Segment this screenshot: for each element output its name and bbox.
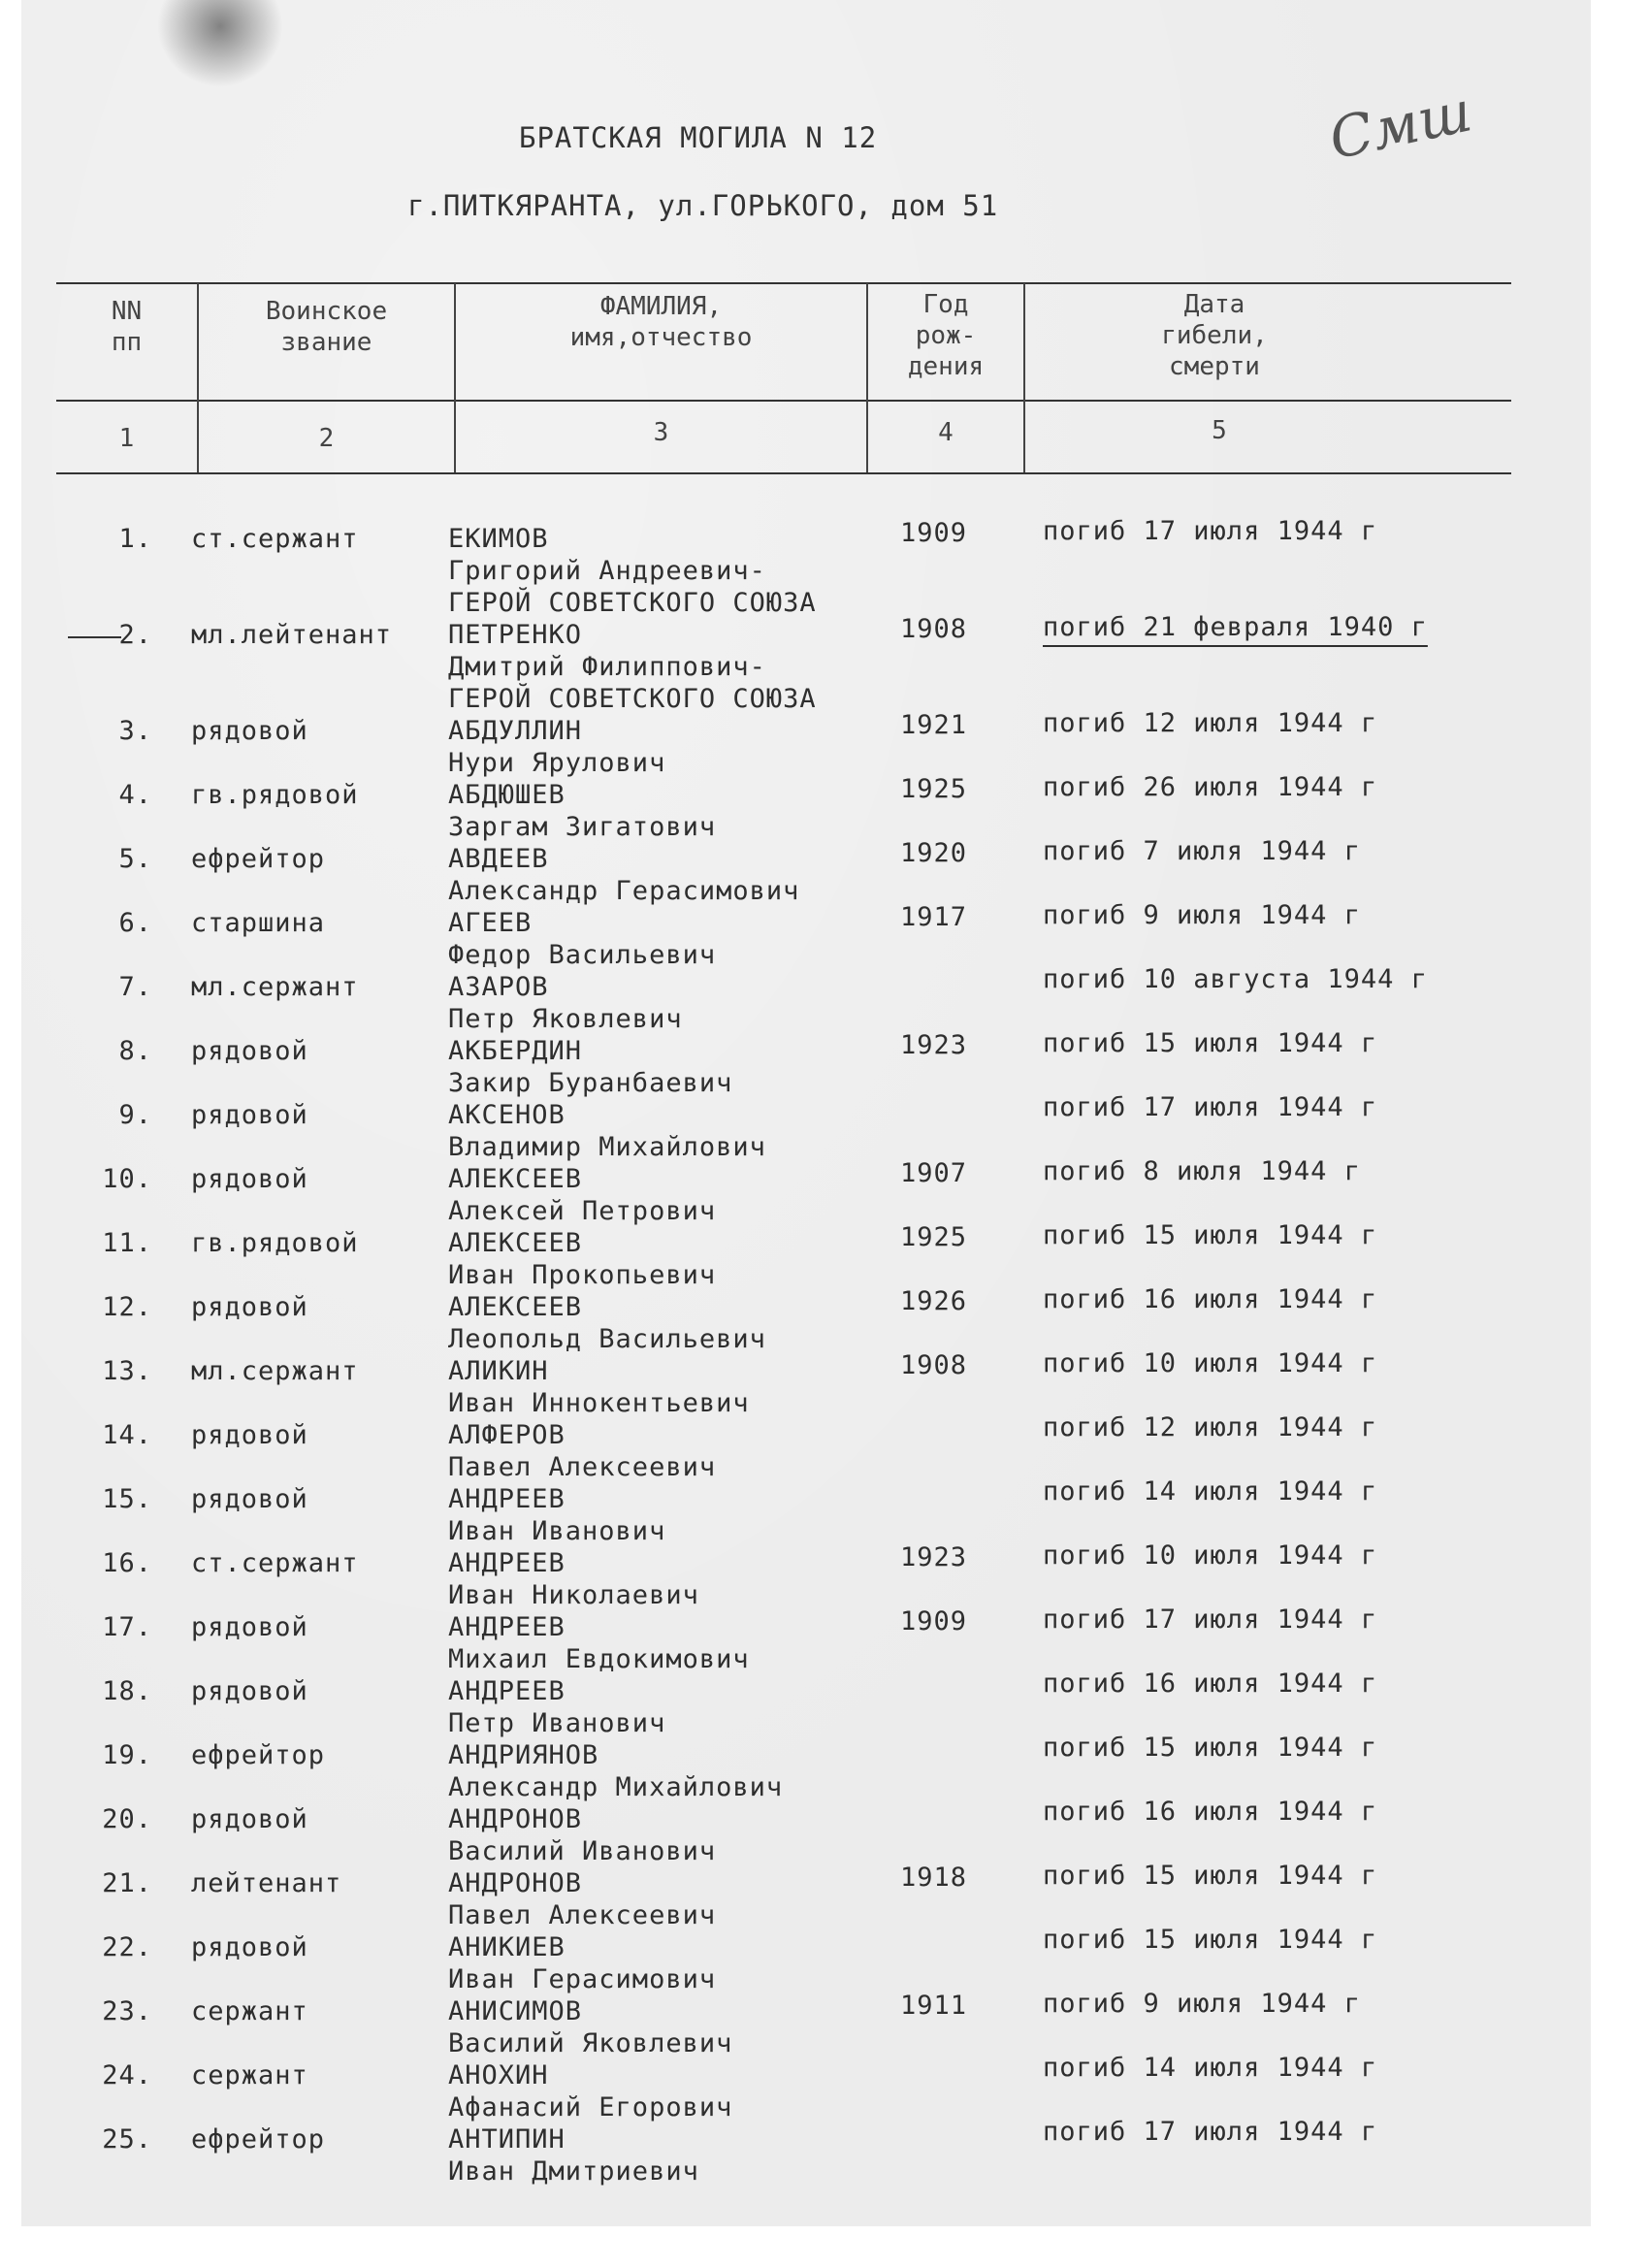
table-row	[0, 1092, 1649, 1164]
row-num: 9.	[118, 1100, 152, 1130]
row-given: Павел Алексеевич	[448, 1900, 717, 1930]
row-num: 7.	[118, 972, 152, 1002]
row-given: Иван Прокопьевич	[448, 1260, 717, 1290]
row-rank: рядовой	[191, 1676, 308, 1706]
row-num: 20.	[102, 1804, 152, 1834]
row-rank: рядовой	[191, 1100, 308, 1130]
table-row	[0, 1156, 1649, 1228]
row-surname: АКСЕНОВ	[448, 1100, 566, 1130]
row-year: 1923	[900, 1030, 968, 1060]
table-row	[0, 772, 1649, 844]
row-given: Федор Васильевич	[448, 940, 717, 970]
row-num: 19.	[102, 1740, 152, 1770]
row-death: погиб 10 июля 1944 г	[1043, 1540, 1378, 1571]
row-death: погиб 15 июля 1944 г	[1043, 1220, 1378, 1250]
column-number: 5	[1212, 416, 1227, 445]
table-row	[0, 1861, 1649, 1932]
row-death: погиб 14 июля 1944 г	[1043, 1476, 1378, 1507]
row-death: погиб 17 июля 1944 г	[1043, 1092, 1378, 1122]
row-surname: ЕКИМОВ	[448, 524, 549, 554]
row-given: Иван Герасимович	[448, 1964, 717, 1994]
header-cell-death-date: Дата гибели, смерти	[1161, 290, 1268, 381]
table-row	[0, 1348, 1649, 1420]
row-given: Василий Яковлевич	[448, 2028, 733, 2058]
row-num: 15.	[102, 1484, 152, 1514]
row-rank: рядовой	[191, 716, 308, 746]
row-rank: гв.рядовой	[191, 780, 359, 810]
table-row	[0, 1028, 1649, 1100]
row-death: погиб 17 июля 1944 г	[1043, 516, 1378, 546]
row-given: Закир Буранбаевич	[448, 1068, 733, 1098]
row-rank: ефрейтор	[191, 1740, 326, 1770]
row-surname: АЗАРОВ	[448, 972, 549, 1002]
row-surname: АНДРИЯНОВ	[448, 1740, 599, 1770]
row-rank: рядовой	[191, 1420, 308, 1450]
table-row	[0, 1476, 1649, 1548]
table-row	[0, 1925, 1649, 1996]
row-death: погиб 15 июля 1944 г	[1043, 1861, 1378, 1891]
row-given: Дмитрий Филиппович-	[448, 652, 766, 682]
header-bottom-rule	[56, 472, 1511, 474]
row-given: Павел Алексеевич	[448, 1452, 717, 1482]
row-given: Петр Иванович	[448, 1708, 666, 1738]
row-given: Нури Ярулович	[448, 748, 666, 778]
row-surname: АНОХИН	[448, 2060, 549, 2090]
row-num: 25.	[102, 2124, 152, 2155]
row-rank: ефрейтор	[191, 844, 326, 874]
row-death: погиб 15 июля 1944 г	[1043, 1733, 1378, 1763]
row-rank: ст.сержант	[191, 524, 359, 554]
row-death: погиб 21 февраля 1940 г	[1043, 612, 1428, 642]
row-surname: АЛФЕРОВ	[448, 1420, 566, 1450]
row-num: 14.	[102, 1420, 152, 1450]
table-row	[0, 1220, 1649, 1292]
row-year: 1920	[900, 838, 968, 868]
row-death: погиб 12 июля 1944 г	[1043, 1412, 1378, 1442]
row-num: 6.	[118, 908, 152, 938]
header-top-rule	[56, 282, 1511, 284]
row-year: 1907	[900, 1158, 968, 1188]
column-number: 4	[938, 418, 954, 447]
table-row	[0, 1604, 1649, 1676]
row-rank: мл.сержант	[191, 972, 359, 1002]
table-row	[0, 1989, 1649, 2060]
row-hero: ГЕРОЙ СОВЕТСКОГО СОЮЗА	[448, 684, 817, 714]
table-row	[0, 2117, 1649, 2188]
row-surname: АЛЕКСЕЕВ	[448, 1164, 583, 1194]
table-row	[0, 836, 1649, 908]
row-rank: сержант	[191, 1996, 308, 2026]
row-given: Иван Иннокентьевич	[448, 1388, 750, 1418]
row-year: 1918	[900, 1863, 968, 1893]
row-surname: АНДРЕЕВ	[448, 1612, 566, 1642]
row-death: погиб 26 июля 1944 г	[1043, 772, 1378, 802]
row-given: Алексей Петрович	[448, 1196, 717, 1226]
row-year: 1923	[900, 1542, 968, 1572]
table-row	[0, 900, 1649, 972]
row-num: 11.	[102, 1228, 152, 1258]
row-given: Григорий Андреевич-	[448, 556, 766, 586]
row-given: Иван Иванович	[448, 1516, 666, 1546]
row-death: погиб 10 июля 1944 г	[1043, 1348, 1378, 1378]
row-year: 1911	[900, 1991, 968, 2021]
header-cell-birth-year: Год рож- дения	[907, 290, 985, 381]
header-mid-rule	[56, 400, 1511, 402]
row-rank: рядовой	[191, 1484, 308, 1514]
row-rank: старшина	[191, 908, 326, 938]
row-num: 5.	[118, 844, 152, 874]
row-rank: рядовой	[191, 1164, 308, 1194]
row-num: 8.	[118, 1036, 152, 1066]
table-row	[0, 1412, 1649, 1484]
row-num: 2.	[118, 620, 152, 650]
row-rank: мл.сержант	[191, 1356, 359, 1386]
row-rank: рядовой	[191, 1932, 308, 1962]
row-num: 18.	[102, 1676, 152, 1706]
row-num: 23.	[102, 1996, 152, 2026]
row-year: 1921	[900, 710, 968, 740]
table-row	[0, 2053, 1649, 2124]
row-surname: АБДУЛЛИН	[448, 716, 583, 746]
table-row	[0, 1797, 1649, 1868]
row-surname: АГЕЕВ	[448, 908, 533, 938]
table-row	[0, 1733, 1649, 1804]
row-given: Афанасий Егорович	[448, 2092, 733, 2122]
row-num: 13.	[102, 1356, 152, 1386]
row-given: Заргам Зигатович	[448, 812, 717, 842]
row-year: 1909	[900, 518, 968, 548]
row-death: погиб 16 июля 1944 г	[1043, 1284, 1378, 1314]
row-num: 12.	[102, 1292, 152, 1322]
row-given: Владимир Михайлович	[448, 1132, 766, 1162]
row-rank: рядовой	[191, 1036, 308, 1066]
column-number: 2	[318, 424, 335, 453]
row-death: погиб 8 июля 1944 г	[1043, 1156, 1361, 1186]
row-given: Иван Николаевич	[448, 1580, 699, 1610]
row-death: погиб 17 июля 1944 г	[1043, 2117, 1378, 2147]
row-given: Василий Иванович	[448, 1836, 717, 1866]
handwritten-signature: Смш	[1323, 78, 1477, 173]
row-death: погиб 9 июля 1944 г	[1043, 900, 1361, 930]
header-cell-rank: Воинское звание	[265, 297, 388, 357]
row-surname: ПЕТРЕНКО	[448, 620, 583, 650]
row-year: 1925	[900, 1222, 968, 1252]
row-num: 24.	[102, 2060, 152, 2090]
row-surname: АБДЮШЕВ	[448, 780, 566, 810]
row-num: 4.	[118, 780, 152, 810]
row-death: погиб 15 июля 1944 г	[1043, 1925, 1378, 1955]
row-rank: рядовой	[191, 1804, 308, 1834]
row-num: 10.	[102, 1164, 152, 1194]
row-num: 17.	[102, 1612, 152, 1642]
row-death: погиб 12 июля 1944 г	[1043, 708, 1378, 738]
row-year: 1917	[900, 902, 968, 932]
row-surname: АНДРОНОВ	[448, 1868, 583, 1898]
row-surname: АВДЕЕВ	[448, 844, 549, 874]
row-year: 1926	[900, 1286, 968, 1316]
row-num: 21.	[102, 1868, 152, 1898]
row-given: Михаил Евдокимович	[448, 1644, 750, 1674]
row-death: погиб 15 июля 1944 г	[1043, 1028, 1378, 1058]
row-death: погиб 9 июля 1944 г	[1043, 1989, 1361, 2019]
row-hero: ГЕРОЙ СОВЕТСКОГО СОЮЗА	[448, 588, 817, 618]
column-number: 3	[653, 418, 669, 447]
row-surname: АКБЕРДИН	[448, 1036, 583, 1066]
row-surname: АНДРЕЕВ	[448, 1484, 566, 1514]
row-given: Иван Дмитриевич	[448, 2156, 699, 2187]
row-surname: АНИСИМОВ	[448, 1996, 583, 2026]
row-death: погиб 14 июля 1944 г	[1043, 2053, 1378, 2083]
row-rank: рядовой	[191, 1612, 308, 1642]
row-surname: АНТИПИН	[448, 2124, 566, 2155]
row-rank: гв.рядовой	[191, 1228, 359, 1258]
header-cell-number: NN пп	[111, 297, 143, 357]
table-row	[0, 1669, 1649, 1740]
row-rank: ефрейтор	[191, 2124, 326, 2155]
row-rank: сержант	[191, 2060, 308, 2090]
row-rank: мл.лейтенант	[191, 620, 393, 650]
table-row	[0, 516, 1649, 618]
row-death: погиб 10 августа 1944 г	[1043, 964, 1428, 994]
row-given: Александр Михайлович	[448, 1772, 784, 1802]
row-surname: АНДРОНОВ	[448, 1804, 583, 1834]
row-death: погиб 17 июля 1944 г	[1043, 1604, 1378, 1635]
row-rank: рядовой	[191, 1292, 308, 1322]
row-rank: лейтенант	[191, 1868, 342, 1898]
table-row	[0, 612, 1649, 714]
row-surname: АЛИКИН	[448, 1356, 549, 1386]
row-surname: АЛЕКСЕЕВ	[448, 1292, 583, 1322]
row-death: погиб 16 июля 1944 г	[1043, 1669, 1378, 1699]
row-year: 1908	[900, 1350, 968, 1380]
row-given: Александр Герасимович	[448, 876, 800, 906]
row-num: 22.	[102, 1932, 152, 1962]
row-year: 1909	[900, 1606, 968, 1636]
row-surname: АНДРЕЕВ	[448, 1676, 566, 1706]
header-cell-name: ФАМИЛИЯ, имя,отчество	[569, 292, 753, 352]
table-row	[0, 964, 1649, 1036]
row-num: 3.	[118, 716, 152, 746]
row-death: погиб 7 июля 1944 г	[1043, 836, 1361, 866]
row-given: Петр Яковлевич	[448, 1004, 683, 1034]
column-number: 1	[118, 424, 135, 453]
row-surname: АНДРЕЕВ	[448, 1548, 566, 1578]
table-row	[0, 1284, 1649, 1356]
row-given: Леопольд Васильевич	[448, 1324, 766, 1354]
row-death: погиб 16 июля 1944 г	[1043, 1797, 1378, 1827]
document-title: БРАТСКАЯ МОГИЛА N 12	[519, 121, 878, 154]
row-surname: АНИКИЕВ	[448, 1932, 566, 1962]
row-rank: ст.сержант	[191, 1548, 359, 1578]
row-year: 1908	[900, 614, 968, 644]
table-row	[0, 708, 1649, 780]
ink-smudge	[157, 0, 283, 87]
row-num: 1.	[118, 524, 152, 554]
row-surname: АЛЕКСЕЕВ	[448, 1228, 583, 1258]
document-address: г.ПИТКЯРАНТА, ул.ГОРЬКОГО, дом 51	[407, 189, 999, 222]
table-row	[0, 1540, 1649, 1612]
row-num: 16.	[102, 1548, 152, 1578]
row-year: 1925	[900, 774, 968, 804]
